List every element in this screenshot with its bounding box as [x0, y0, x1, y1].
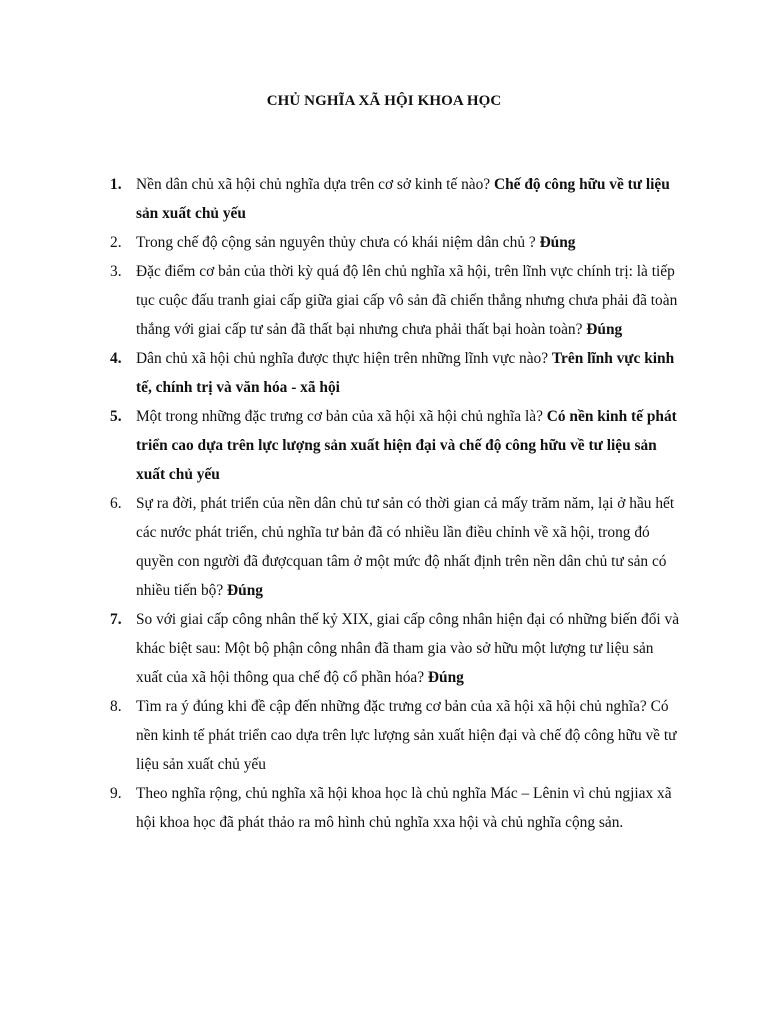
question-item	[110, 489, 682, 605]
answer-text: Đúng	[539, 234, 576, 251]
question-item	[110, 257, 682, 344]
answer-text: Trên lĩnh vực kinh tế, chính trị và văn hóa - xã hội	[136, 350, 675, 396]
answer-text: Đúng	[586, 321, 623, 338]
question-item	[110, 170, 682, 228]
question-number: 6.	[110, 495, 122, 512]
answer-text: Đúng	[427, 669, 464, 686]
question-list	[110, 170, 682, 837]
question-number: 4.	[110, 350, 122, 367]
question-number: 8.	[110, 698, 122, 715]
question-text: So với giai cấp công nhân thế kỷ XIX, giai cấp công nhân hiện đại có những biến đổi và khác biệt sau: Một bộ phận công nhân đã tham gia vào sở hữu một lượng tư liệu sản xuất của xã hội thông qua chế độ cổ phần hóa?	[136, 611, 680, 686]
answer-text: Đúng	[227, 582, 263, 599]
question-text: Trong chế độ cộng sản nguyên thủy chưa có khái niệm dân chủ ?	[136, 234, 540, 251]
question-number: 5.	[110, 408, 122, 425]
question-text: Nền dân chủ xã hội chủ nghĩa dựa trên cơ sở kinh tế nào?	[136, 176, 494, 193]
document-title: CHỦ NGHĨA XÃ HỘI KHOA HỌC	[266, 93, 502, 109]
question-text: Tìm ra ý đúng khi đề cập đến những đặc trưng cơ bản của xã hội xã hội chủ nghĩa? Có nền kinh tế phát triển cao dựa trên lực lượng sản xuất hiện đại và chế độ công hữu về tư liệu sản xuất chủ yếu	[136, 698, 677, 773]
question-item	[110, 402, 682, 489]
question-item	[110, 779, 682, 837]
question-number: 3.	[110, 263, 122, 280]
answer-text: Chế độ công hữu về tư liệu sản xuất chủ yếu	[136, 176, 670, 222]
question-text: Đặc điểm cơ bản của thời kỳ quá độ lên chủ nghĩa xã hội, trên lĩnh vực chính trị: là tiếp tục cuộc đấu tranh giai cấp giữa giai cấp vô sản đã chiến thắng nhưng chưa phải đã toàn thắng với giai cấp tư sản đã thất bại nhưng chưa phải thất bại hoàn toàn?	[136, 263, 678, 338]
question-number: 9.	[110, 785, 122, 802]
question-item	[110, 692, 682, 779]
question-number: 2.	[110, 234, 122, 251]
question-item	[110, 228, 682, 257]
question-number: 7.	[110, 611, 122, 628]
question-text: Một trong những đặc trưng cơ bản của xã hội xã hội chủ nghĩa là?	[136, 408, 547, 425]
question-number: 1.	[110, 176, 122, 193]
answer-text: Có nền kinh tế phát triển cao dựa trên lực lượng sản xuất hiện đại và chế độ công hữu về tư liệu sản xuất chủ yếu	[136, 408, 677, 483]
question-text: Dân chủ xã hội chủ nghĩa được thực hiện trên những lĩnh vực nào?	[136, 350, 552, 367]
question-item	[110, 605, 682, 692]
question-item	[110, 344, 682, 402]
question-text: Theo nghĩa rộng, chủ nghĩa xã hội khoa học là chủ nghĩa Mác – Lênin vì chủ ngjiax xã hội khoa học đã phát thảo ra mô hình chủ nghĩa xxa hội và chủ nghĩa cộng sản.	[136, 785, 672, 831]
question-text: Sự ra đời, phát triển của nền dân chủ tư sản có thời gian cả mấy trăm năm, lại ở hầu hết các nước phát triển, chủ nghĩa tư bản đã có nhiều lần điều chỉnh về xã hội, trong đó quyền con người đã đượcquan tâm ở một mức độ nhất định trên nền dân chủ tư sản có nhiều tiến bộ?	[136, 495, 675, 599]
